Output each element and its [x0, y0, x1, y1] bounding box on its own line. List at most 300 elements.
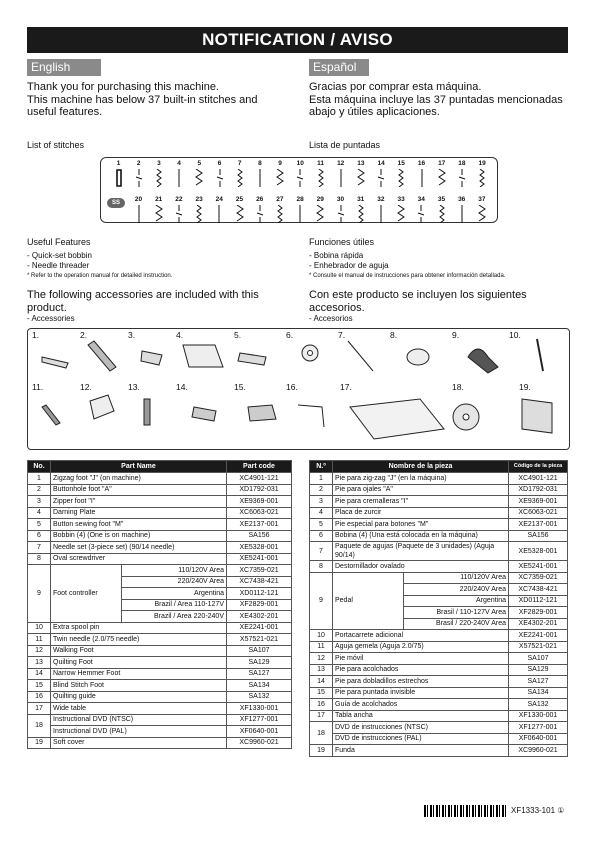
table-cell: Aguja gemela (Aguja 2.0/75) [333, 641, 509, 653]
table-row [310, 710, 568, 722]
table-cell: Pie para dobladillos estrechos [333, 676, 509, 688]
table-cell: 16 [310, 699, 333, 711]
table-cell: 12 [310, 653, 333, 665]
table-cell: XD1792-031 [509, 484, 568, 496]
stitch-pattern-icon [214, 205, 224, 223]
table-cell: 220/240V Area [121, 576, 226, 588]
stitch-20 [129, 196, 148, 223]
accessory-number: 12. [80, 382, 92, 392]
table-cell: 17 [28, 703, 51, 715]
table-cell: 10 [28, 622, 51, 634]
accessory-number: 7. [338, 330, 346, 340]
table-cell: X57521-021 [227, 634, 292, 646]
features-heading: Useful Features [27, 237, 91, 247]
accessory-number: 14. [176, 382, 188, 392]
stitch-32 [371, 196, 390, 223]
feature-note: * Refer to the operation manual for detailed instruction. [27, 273, 173, 279]
stitch-number: 32 [377, 196, 385, 203]
accessories-illustration [27, 328, 570, 450]
table-cell: 14 [310, 676, 333, 688]
stitch-pattern-icon [315, 205, 325, 223]
table-row [310, 733, 568, 745]
stitch-number: 4 [177, 160, 181, 167]
stitch-26 [250, 196, 269, 223]
table-cell: 3 [310, 496, 333, 508]
table-cell: 1 [28, 473, 51, 485]
table-cell: 220/240V Area [403, 584, 508, 596]
accessory-number: 2. [80, 330, 88, 340]
stitch-pattern-icon [417, 169, 427, 187]
table-cell: Brazil / Area 220-240V [121, 611, 226, 622]
page-title: NOTIFICATION / AVISO [27, 27, 568, 53]
accessory-number: 19. [519, 382, 531, 392]
table-cell: SA132 [227, 691, 292, 703]
table-cell: SA156 [227, 530, 292, 542]
stitch-pattern-icon [336, 169, 346, 187]
table-cell: XC9960-021 [227, 737, 292, 749]
table-row [28, 703, 292, 715]
table-cell: 14 [28, 668, 51, 680]
stitch-number: 22 [175, 196, 183, 203]
table-cell: 9 [310, 572, 333, 630]
table-cell: X57521-021 [509, 641, 568, 653]
col-header-part-code: Código de la pieza [509, 461, 568, 473]
twin-needle-drawing [42, 405, 60, 425]
table-row [310, 542, 568, 561]
table-row [310, 699, 568, 711]
stitch-17 [432, 160, 451, 187]
accessory-number: 18. [452, 382, 464, 392]
table-cell: 5 [310, 519, 333, 531]
table-cell: Destornillador ovalado [333, 561, 509, 573]
table-cell: XC4901-121 [227, 473, 292, 485]
table-cell: SA129 [509, 664, 568, 676]
stitch-number: 16 [417, 160, 426, 167]
stitch-15 [392, 160, 411, 187]
stitch-number: 17 [438, 160, 446, 167]
stitch-pattern-icon [134, 205, 144, 223]
col-header-no: N.º [310, 461, 333, 473]
table-cell: 4 [28, 507, 51, 519]
table-row [310, 664, 568, 676]
stitch-number: 36 [458, 196, 466, 203]
zipper-foot-drawing [141, 351, 162, 365]
stitch-number: 24 [215, 196, 223, 203]
feature-item: - Quick-set bobbin [27, 251, 92, 260]
stitch-number: 2 [136, 160, 141, 167]
stitch-1 [109, 160, 128, 187]
stitch-29 [311, 196, 330, 223]
blind-stitch-foot-drawing [248, 405, 276, 421]
stitch-pattern-icon [134, 169, 144, 187]
table-row [28, 496, 292, 508]
table-cell: XF2829-001 [227, 599, 292, 611]
stitch-number: 20 [134, 196, 143, 203]
stitch-pattern-icon [396, 169, 406, 187]
table-row [28, 680, 292, 692]
table-cell: 4 [310, 507, 333, 519]
table-row [28, 473, 292, 485]
table-cell: SA132 [509, 699, 568, 711]
stitch-22 [169, 196, 188, 223]
table-cell: XE5241-001 [227, 553, 292, 565]
accessory-number: 11. [32, 382, 44, 392]
table-cell: Pie móvil [333, 653, 509, 665]
stitch-pattern-icon [215, 169, 225, 187]
table-cell: 11 [28, 634, 51, 646]
table-cell: Oval screwdriver [51, 553, 227, 565]
table-cell: Pie para acolchados [333, 664, 509, 676]
table-cell: Blind Stitch Foot [51, 680, 227, 692]
table-cell [333, 572, 509, 630]
table-cell: 8 [28, 553, 51, 565]
table-row [28, 668, 292, 680]
accessory-number: 8. [390, 330, 398, 340]
stitch-pattern-icon [235, 205, 245, 223]
stitch-number: 7 [237, 160, 242, 167]
walking-foot-drawing [90, 395, 114, 419]
table-cell: XC7359-021 [509, 572, 568, 584]
table-cell: 5 [28, 519, 51, 531]
stitch-number: 8 [258, 160, 262, 167]
stitch-31 [351, 196, 370, 223]
stitch-number: 10 [296, 160, 304, 167]
stitch-number: 29 [316, 196, 324, 203]
table-row [28, 507, 292, 519]
intro-line: Thank you for purchasing this machine. [27, 81, 219, 93]
table-row [310, 722, 568, 734]
table-cell: Darning Plate [51, 507, 227, 519]
stitch-number: 13 [357, 160, 365, 167]
stitch-pattern-icon [255, 205, 265, 223]
table-cell: SA107 [227, 645, 292, 657]
intro-line: abajo y útiles aplicaciones. [309, 106, 440, 118]
features-heading: Funciones útiles [309, 237, 375, 247]
table-cell: Tabla ancha [333, 710, 509, 722]
stitch-21 [149, 196, 168, 223]
stitch-number: 6 [217, 160, 222, 167]
stitch-4 [170, 160, 189, 187]
table-cell: 18 [28, 714, 51, 737]
stitch-pattern-icon [437, 169, 447, 187]
feature-item: - Needle threader [27, 261, 90, 270]
table-cell: 12 [28, 645, 51, 657]
table-cell: Pie para zig-zag "J" (en la máquina) [333, 473, 509, 485]
heading-line: accesorios. [309, 301, 365, 314]
stitch-number: 26 [256, 196, 264, 203]
accessory-number: 10. [509, 330, 521, 340]
stitch-9 [271, 160, 290, 187]
stitch-14 [372, 160, 391, 187]
lang-label-spanish: Español [309, 59, 369, 76]
table-cell: XC6063-021 [509, 507, 568, 519]
table-cell: XE5241-001 [509, 561, 568, 573]
stitch-pattern-icon [154, 169, 164, 187]
stitch-pattern-icon [194, 205, 204, 223]
feature-note: * Consulte el manual de instrucciones para obtener información detallada. [309, 273, 506, 279]
table-row [28, 657, 292, 669]
stitch-12 [331, 160, 350, 187]
stitch-number: 14 [377, 160, 385, 167]
stitch-18 [452, 160, 471, 187]
stitch-3 [149, 160, 168, 187]
table-cell: XE2241-001 [509, 630, 568, 642]
heading-line: The following accessories are included with this [27, 289, 259, 301]
heading-line: Con este producto se incluyen los siguientes [309, 289, 527, 301]
table-cell: SA107 [509, 653, 568, 665]
stitch-pattern-icon [457, 205, 467, 223]
stitch-pattern-icon [376, 205, 386, 223]
stitch-number: 23 [195, 196, 203, 203]
stitch-number: 12 [337, 160, 345, 167]
table-cell: 15 [28, 680, 51, 692]
table-cell: XE2241-001 [227, 622, 292, 634]
stitch-23 [190, 196, 209, 223]
stitch-number: 34 [417, 196, 425, 203]
table-cell: Foot controller [51, 565, 121, 622]
table-row [310, 745, 568, 757]
table-cell: 110/120V Area [178, 566, 224, 574]
table-row [310, 484, 568, 496]
hemmer-foot-drawing [192, 407, 216, 421]
table-cell: Brasil / 110-127V Area [403, 607, 508, 619]
table-row [28, 484, 292, 496]
table-cell: SA127 [509, 676, 568, 688]
table-cell: 13 [310, 664, 333, 676]
bobbin-hole [308, 351, 313, 356]
table-cell: Zigzag foot "J" (on machine) [51, 473, 227, 485]
intro-line: Gracias por comprar esta máquina. [309, 81, 482, 93]
table-cell: XE9369-001 [509, 496, 568, 508]
stitch-36 [452, 196, 471, 223]
table-row [310, 676, 568, 688]
table-cell [51, 565, 227, 623]
stitch-number: 31 [357, 196, 365, 203]
features-en [27, 237, 172, 281]
table-cell: 9 [28, 565, 51, 623]
table-cell: 3 [28, 496, 51, 508]
table-cell: XF1277-001 [509, 722, 568, 734]
stitch-number: 30 [336, 196, 345, 203]
stitch-2 [129, 160, 148, 187]
table-row [28, 634, 292, 646]
table-cell: XF1330-001 [227, 703, 292, 715]
table-cell: DVD de instrucciones (NTSC) [333, 722, 509, 734]
stitch-8 [250, 160, 269, 187]
table-row [28, 645, 292, 657]
table-cell: Bobbin (4) (One is on machine) [51, 530, 227, 542]
table-cell: Narrow Hemmer Foot [51, 668, 227, 680]
stitch-28 [291, 196, 310, 223]
stitch-list-label-en: List of stitches [27, 140, 85, 150]
table-row [310, 572, 568, 584]
soft-cover-drawing [522, 399, 552, 433]
stitch-pattern-icon [316, 169, 326, 187]
dvd-hole [463, 414, 469, 420]
features-es [309, 237, 505, 281]
stitch-number: 9 [278, 160, 282, 167]
table-cell: Extra spool pin [51, 622, 227, 634]
stitch-number: 18 [458, 160, 466, 167]
stitch-pattern-icon [477, 205, 487, 223]
accessory-number: 1. [32, 330, 40, 340]
table-row [310, 630, 568, 642]
table-cell: 19 [310, 745, 333, 757]
stitch-pattern-icon [396, 205, 406, 223]
stitch-number: 11 [317, 160, 324, 167]
table-cell: XC6063-021 [227, 507, 292, 519]
lang-label-english: English [27, 59, 101, 76]
table-cell: XD1792-031 [227, 484, 292, 496]
table-cell: Guía de acolchados [333, 699, 509, 711]
stitch-pattern-icon [275, 169, 285, 187]
table-cell: 15 [310, 687, 333, 699]
stitch-pattern-icon [275, 205, 285, 223]
stitch-pattern-icon [235, 169, 245, 187]
table-cell: SA129 [227, 657, 292, 669]
table-cell: 13 [28, 657, 51, 669]
table-row [28, 691, 292, 703]
table-cell: Brazil / Area 110-127V [121, 599, 226, 611]
table-cell: Walking Foot [51, 645, 227, 657]
stitch-pattern-icon [295, 169, 305, 187]
table-cell: Pie especial para botones "M" [333, 519, 509, 531]
table-cell: Soft cover [51, 737, 227, 749]
stitch-5 [190, 160, 209, 187]
table-cell: XE2137-001 [509, 519, 568, 531]
table-cell: XE5328-001 [227, 542, 292, 554]
table-cell: XF0640-001 [227, 726, 292, 738]
stitch-11 [311, 160, 330, 187]
stitch-pattern-icon [437, 205, 447, 223]
accessories-label: - Accesorios [309, 314, 353, 323]
table-cell: 110/120V Area [460, 574, 506, 582]
table-row [310, 561, 568, 573]
table-cell: Pie para ojales "A" [333, 484, 509, 496]
col-header-part-code: Part code [227, 461, 292, 473]
stitch-13 [351, 160, 370, 187]
table-row [28, 553, 292, 565]
table-cell: XC7438-421 [227, 576, 292, 588]
table-cell: Quilting Foot [51, 657, 227, 669]
table-cell: Bobina (4) (Una está colocada en la máquina) [333, 530, 509, 542]
intro-english [27, 81, 292, 119]
table-cell: 19 [28, 737, 51, 749]
stitch-pattern-icon [295, 205, 305, 223]
table-row [28, 622, 292, 634]
barcode [424, 805, 508, 817]
table-cell: Instructional DVD (PAL) [51, 726, 227, 738]
table-cell: XC7438-421 [509, 584, 568, 596]
table-cell: Buttonhole foot "A" [51, 484, 227, 496]
stitch-pattern-icon [194, 169, 204, 187]
stitch-number: 33 [397, 196, 405, 203]
table-cell: SA134 [509, 687, 568, 699]
table-cell: XC9960-021 [509, 745, 568, 757]
table-cell: 1 [310, 473, 333, 485]
parts-table-spanish [309, 460, 568, 757]
accessory-number: 3. [128, 330, 136, 340]
table-cell: 6 [28, 530, 51, 542]
table-row [310, 653, 568, 665]
table-cell: DVD de instrucciones (PAL) [333, 733, 509, 745]
stitch-number: 1 [116, 160, 121, 167]
table-cell: 18 [310, 722, 333, 745]
table-cell: SA156 [509, 530, 568, 542]
col-header-part-name: Part Name [51, 461, 227, 473]
stitch-pattern-icon [154, 205, 164, 223]
stitch-number: 35 [437, 196, 446, 203]
table-cell: 17 [310, 710, 333, 722]
table-cell: 2 [28, 484, 51, 496]
table-cell: XC7359-021 [227, 565, 292, 577]
quilting-guide-drawing [298, 405, 324, 427]
table-row [28, 714, 292, 726]
table-cell: Paquete de agujas (Paquete de 3 unidades) (Aguja 90/14) [333, 542, 509, 561]
table-cell: XF1277-001 [227, 714, 292, 726]
table-cell: Instructional DVD (NTSC) [51, 714, 227, 726]
table-cell: Twin needle (2.0/75 needle) [51, 634, 227, 646]
table-cell: Needle set (3-piece set) (90/14 needle) [51, 542, 227, 554]
intro-line: This machine has below 37 built-in stitches and [27, 93, 258, 106]
table-cell: Brasil / 220-240V Area [403, 618, 508, 629]
stitch-number: 19 [478, 160, 486, 167]
accessory-number: 13. [128, 382, 140, 392]
stitch-30 [331, 196, 350, 223]
feature-item: - Bobina rápida [309, 251, 364, 260]
table-cell: XE9369-001 [227, 496, 292, 508]
stitch-number: 28 [296, 196, 304, 203]
stitch-pattern-icon [174, 169, 184, 187]
stitch-7 [230, 160, 249, 187]
table-row [310, 530, 568, 542]
accessory-number: 5. [234, 330, 242, 340]
stitch-pattern-icon [376, 169, 386, 187]
table-row [28, 565, 292, 577]
stitch-number: 5 [197, 160, 202, 167]
intro-line: useful features. [27, 106, 103, 118]
accessories-drawings [28, 329, 569, 449]
intro-spanish [309, 81, 574, 119]
stitch-35 [432, 196, 451, 223]
stitch-pattern-icon [114, 169, 124, 187]
stitch-list-label-es: Lista de puntadas [309, 140, 381, 150]
table-cell: 8 [310, 561, 333, 573]
accessory-number: 4. [176, 330, 184, 340]
feature-item: - Enhebrador de aguja [309, 261, 389, 270]
accessories-heading-en [27, 289, 259, 323]
table-row [310, 687, 568, 699]
table-row [28, 519, 292, 531]
stitch-16 [412, 160, 431, 187]
table-cell: XE2137-001 [227, 519, 292, 531]
accessories-heading-es [309, 289, 527, 323]
stitch-number: 27 [276, 196, 284, 203]
foot-controller-drawing [468, 349, 498, 373]
table-cell: XD0112-121 [509, 595, 568, 607]
stitch-34 [412, 196, 431, 223]
stitch-chart [100, 157, 498, 223]
zigzag-foot-drawing [42, 357, 68, 368]
stitch-6 [210, 160, 229, 187]
wide-table-drawing [350, 399, 444, 439]
table-row [310, 641, 568, 653]
stitch-number: 25 [235, 196, 244, 203]
table-cell: XF0640-001 [509, 733, 568, 745]
table-row [28, 726, 292, 738]
stitch-27 [270, 196, 289, 223]
stitch-number: 37 [478, 196, 486, 203]
